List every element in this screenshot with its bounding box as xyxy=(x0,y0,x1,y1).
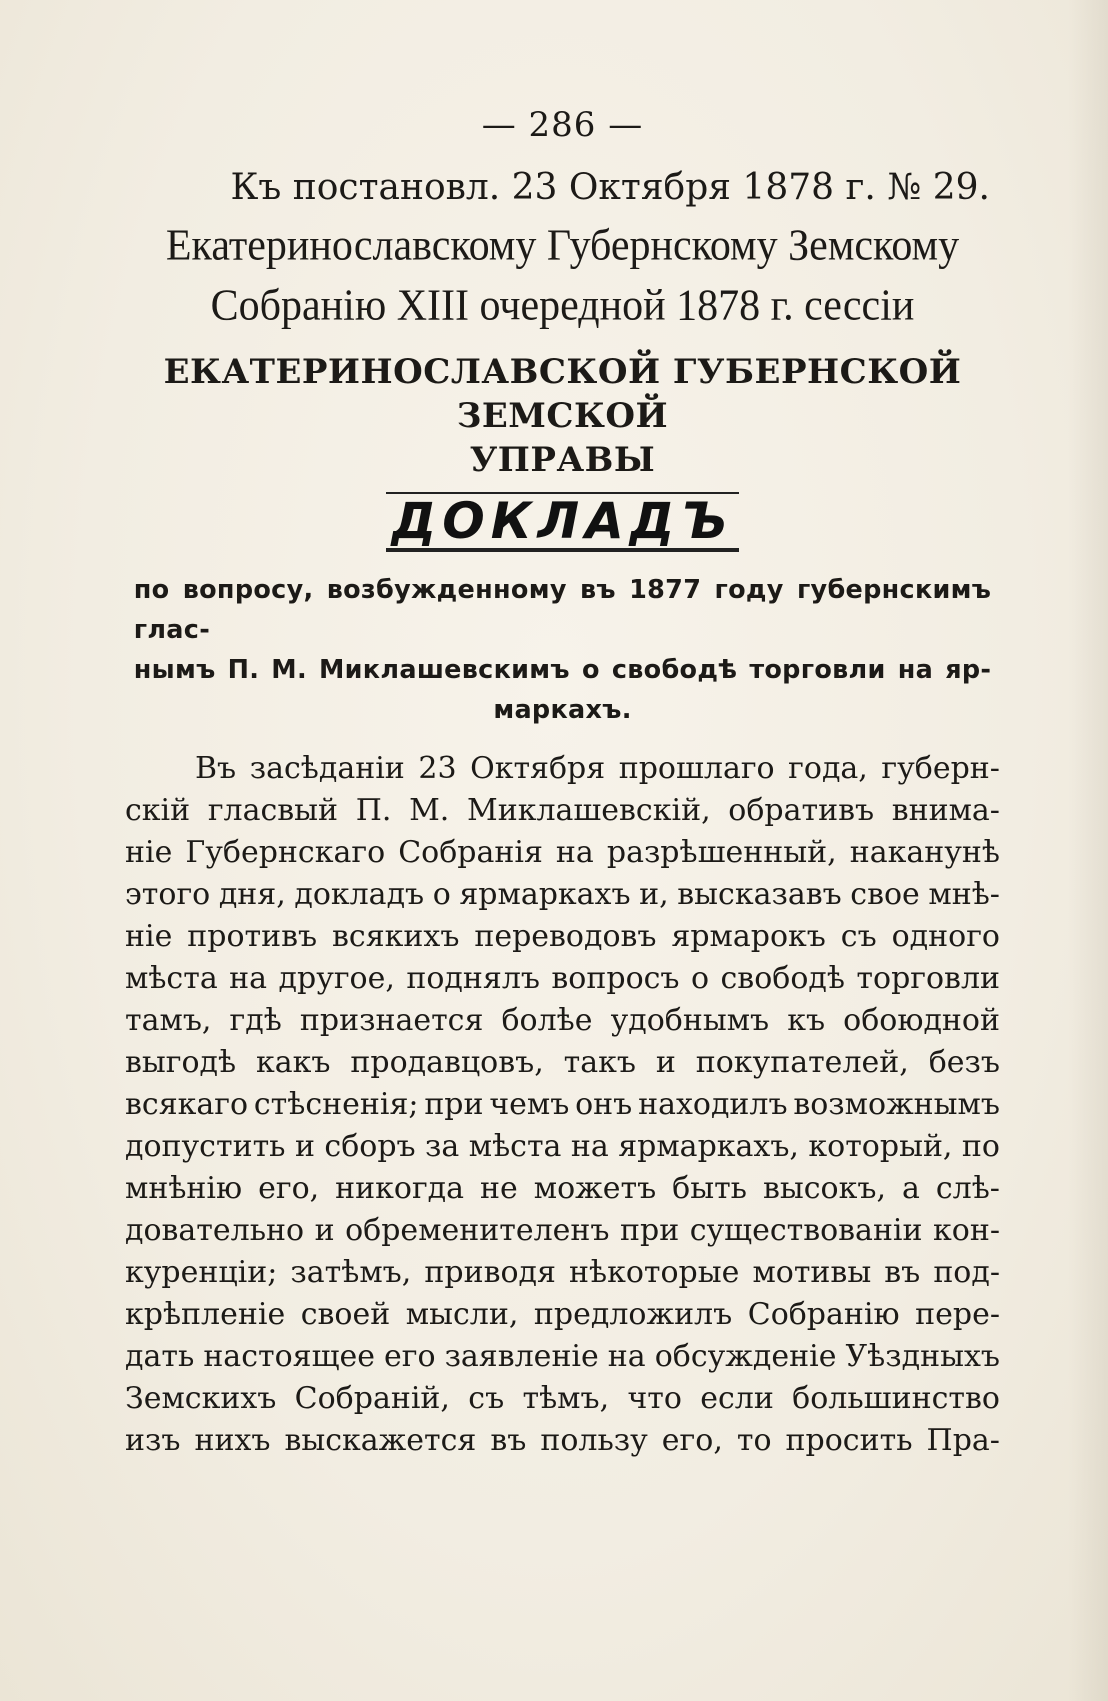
body-line xyxy=(125,790,1000,832)
body-word: мотивы xyxy=(752,1255,872,1290)
address-line: Собранію XIII очередной 1878 г. сессіи xyxy=(210,281,915,331)
body-word: одного xyxy=(891,919,1000,954)
body-word: при xyxy=(620,1213,680,1248)
body-word: кон- xyxy=(933,1213,1000,1248)
body-word: существованіи xyxy=(689,1213,923,1248)
body-word: своей xyxy=(300,1297,391,1332)
body-word: пользу xyxy=(540,1423,648,1458)
page-edge-shadow xyxy=(1068,0,1108,1701)
body-word: о xyxy=(690,961,710,996)
body-word: на xyxy=(555,835,594,870)
body-line xyxy=(125,832,1000,874)
body-word: къ xyxy=(787,1003,826,1038)
body-line xyxy=(125,1126,1000,1168)
body-word: просить xyxy=(785,1423,913,1458)
body-word: куренціи; xyxy=(125,1255,278,1290)
body-line xyxy=(125,958,1000,1000)
body-word: гласвый xyxy=(207,793,339,828)
organization-line: УПРАВЫ xyxy=(469,440,656,480)
body-word: гдѣ xyxy=(229,1003,282,1038)
body-word: переводовъ xyxy=(474,919,657,954)
body-word: съ xyxy=(468,1381,505,1416)
body-word: не xyxy=(480,1171,518,1206)
body-word: за xyxy=(425,1129,460,1164)
body-word: по xyxy=(961,1129,1000,1164)
body-word: обременителенъ xyxy=(345,1213,610,1248)
body-word: выгодѣ xyxy=(125,1045,237,1080)
body-word: какъ xyxy=(256,1045,331,1080)
body-word: мѣста xyxy=(125,961,218,996)
body-word: такъ xyxy=(563,1045,636,1080)
body-word: возможнымъ xyxy=(793,1087,1000,1122)
body-word: засѣданіи xyxy=(249,751,405,786)
subject-block xyxy=(125,570,1000,730)
body-word: М. xyxy=(409,793,450,828)
body-word: покупателей, xyxy=(695,1045,909,1080)
body-word: ніе xyxy=(125,835,173,870)
body-word: скій xyxy=(125,793,191,828)
body-word: приводя xyxy=(424,1255,556,1290)
body-word: быть xyxy=(672,1171,748,1206)
body-word: его, xyxy=(661,1423,723,1458)
body-line xyxy=(125,1294,1000,1336)
body-word: предложилъ xyxy=(533,1297,733,1332)
body-word: сборъ xyxy=(324,1129,416,1164)
body-word: слѣ- xyxy=(935,1171,1000,1206)
body-word: на xyxy=(229,961,268,996)
body-word: если xyxy=(700,1381,774,1416)
body-word: мнѣнію xyxy=(125,1171,243,1206)
report-heading-text: ДОКЛАДЪ xyxy=(386,492,740,552)
body-word: довательно xyxy=(125,1213,305,1248)
body-word: этого xyxy=(125,877,211,912)
body-word: признается xyxy=(299,1003,484,1038)
body-word: Губернскаго xyxy=(185,835,386,870)
page-content xyxy=(125,100,1000,1462)
body-word: тамъ, xyxy=(125,1003,212,1038)
body-word: года, xyxy=(788,751,868,786)
body-word: то xyxy=(736,1423,772,1458)
body-word: который, xyxy=(808,1129,953,1164)
body-word: ярмаркахъ xyxy=(459,877,631,912)
body-line xyxy=(125,1042,1000,1084)
body-word: 23 xyxy=(418,751,457,786)
body-word: и, xyxy=(639,877,669,912)
body-word: крѣпленіе xyxy=(125,1297,286,1332)
body-word: высказавъ xyxy=(677,877,842,912)
body-word: ярмаркахъ, xyxy=(618,1129,799,1164)
body-line xyxy=(125,916,1000,958)
subject-line: по вопросу, возбужденному въ 1877 году губернскимъ глас- xyxy=(133,575,992,645)
body-word: его, xyxy=(258,1171,320,1206)
subject-line: маркахъ. xyxy=(493,695,632,725)
body-line xyxy=(125,748,1000,790)
body-word: торговли xyxy=(856,961,1000,996)
body-word: настоящее xyxy=(203,1339,375,1374)
body-word: и xyxy=(655,1045,676,1080)
body-word: всякихъ xyxy=(332,919,460,954)
body-word: наканунѣ xyxy=(849,835,1000,870)
body-word: вопросъ xyxy=(551,961,680,996)
body-word: большинство xyxy=(792,1381,1000,1416)
body-word: допустить xyxy=(125,1129,286,1164)
body-word: ніе xyxy=(125,919,173,954)
body-word: Миклашевскій, xyxy=(466,793,711,828)
body-word: изъ xyxy=(125,1423,181,1458)
body-word: онъ xyxy=(575,1087,633,1122)
body-line xyxy=(125,1378,1000,1420)
body-word: въ xyxy=(884,1255,921,1290)
body-word: губерн- xyxy=(881,751,1000,786)
body-word: разрѣшенный, xyxy=(606,835,837,870)
address-line: Екатеринославскому Губернскому Земскому xyxy=(165,221,960,271)
body-word: ярмарокъ xyxy=(671,919,826,954)
body-word: мысли, xyxy=(405,1297,519,1332)
body-word: о xyxy=(432,877,451,912)
body-word: продавцовъ, xyxy=(350,1045,544,1080)
body-word: Земскихъ xyxy=(125,1381,277,1416)
page-number: — 286 — xyxy=(481,105,644,145)
body-word: нѣкоторые xyxy=(568,1255,740,1290)
body-word: его xyxy=(384,1339,436,1374)
body-word: противъ xyxy=(187,919,318,954)
body-line xyxy=(125,1252,1000,1294)
body-word: высокъ, xyxy=(762,1171,886,1206)
body-word: докладъ xyxy=(294,877,425,912)
body-word: свободѣ xyxy=(720,961,845,996)
body-word: удобнымъ xyxy=(610,1003,770,1038)
body-word: мнѣ- xyxy=(928,877,1000,912)
body-line xyxy=(125,1420,1000,1462)
organization-block xyxy=(125,350,1000,482)
body-word: нихъ xyxy=(194,1423,271,1458)
body-word: внима- xyxy=(891,793,1000,828)
body-word: поднялъ xyxy=(406,961,540,996)
body-line xyxy=(125,1210,1000,1252)
body-word: стѣсненія; xyxy=(253,1087,419,1122)
body-word: при xyxy=(424,1087,484,1122)
body-line xyxy=(125,1000,1000,1042)
body-word: можетъ xyxy=(533,1171,657,1206)
body-word: мѣста xyxy=(468,1129,562,1164)
body-word: на xyxy=(607,1339,646,1374)
body-word: Въ xyxy=(195,751,237,786)
body-word: Пра- xyxy=(926,1423,1000,1458)
body-word: болѣе xyxy=(501,1003,593,1038)
body-word: безъ xyxy=(928,1045,1000,1080)
body-text xyxy=(125,748,1000,1462)
body-word: чемъ xyxy=(489,1087,570,1122)
subject-line: нымъ П. М. Миклашевскимъ о свободѣ торговли на яр- xyxy=(133,655,992,685)
body-word: Собраній, xyxy=(294,1381,450,1416)
body-word: П. xyxy=(355,793,392,828)
body-line xyxy=(125,1084,1000,1126)
body-word: Собранія xyxy=(398,835,543,870)
body-word: заявленіе xyxy=(444,1339,599,1374)
body-word: никогда xyxy=(335,1171,465,1206)
address-block xyxy=(125,216,1000,336)
body-word: прошлаго xyxy=(618,751,775,786)
body-word: въ xyxy=(490,1423,527,1458)
body-word: затѣмъ, xyxy=(290,1255,412,1290)
body-word: обоюдной xyxy=(843,1003,1000,1038)
body-word: дать xyxy=(125,1339,195,1374)
body-line xyxy=(125,874,1000,916)
body-word: выскажется xyxy=(284,1423,477,1458)
body-word: обративъ xyxy=(728,793,875,828)
body-line xyxy=(125,1336,1000,1378)
body-word: съ xyxy=(840,919,877,954)
body-word: пере- xyxy=(915,1297,1000,1332)
body-word: Собранію xyxy=(747,1297,900,1332)
body-word: тѣмъ, xyxy=(522,1381,610,1416)
body-line xyxy=(125,1168,1000,1210)
body-word: и xyxy=(314,1213,335,1248)
body-word: находилъ xyxy=(638,1087,788,1122)
body-word: и xyxy=(294,1129,315,1164)
body-word: другое, xyxy=(278,961,395,996)
body-word: Октября xyxy=(470,751,606,786)
report-heading xyxy=(125,486,1000,556)
body-word: обсужденіе xyxy=(654,1339,837,1374)
body-word: под- xyxy=(933,1255,1000,1290)
body-word: на xyxy=(570,1129,609,1164)
body-word: дня, xyxy=(218,877,286,912)
resolution-reference: Къ постановл. 23 Октября 1878 г. № 29. xyxy=(230,167,990,208)
body-word: что xyxy=(627,1381,682,1416)
body-word: Уѣздныхъ xyxy=(845,1339,1000,1374)
body-word: свое xyxy=(850,877,920,912)
organization-line: ЕКАТЕРИНОСЛАВСКОЙ ГУБЕРНСКОЙ ЗЕМСКОЙ xyxy=(163,352,962,436)
body-word: всякаго xyxy=(125,1087,249,1122)
body-word: а xyxy=(901,1171,920,1206)
